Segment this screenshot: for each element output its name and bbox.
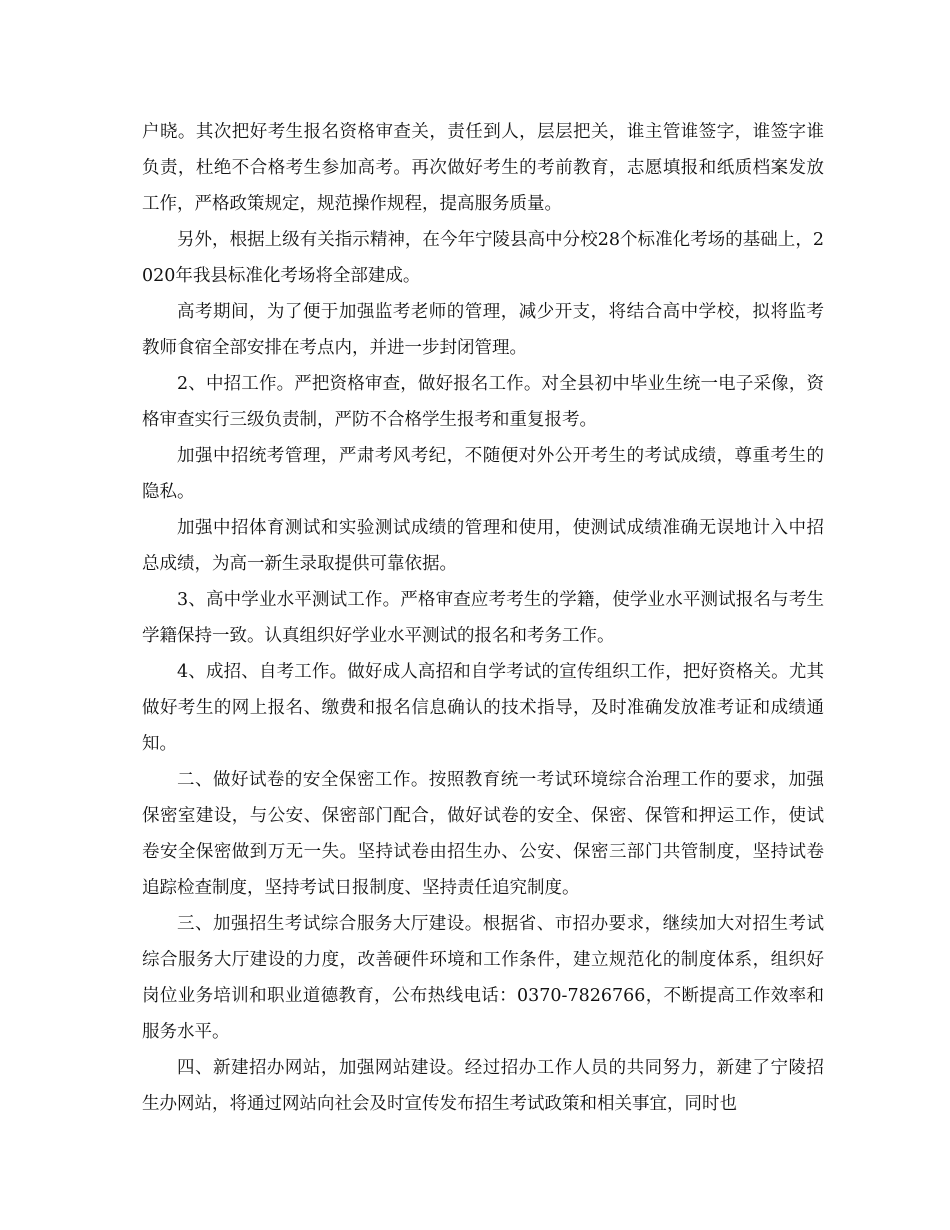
paragraph: 另外，根据上级有关指示精神，在今年宁陵县高中分校28个标准化考场的基础上，2020年我县标准化考场将全部建成。: [142, 230, 824, 286]
paragraph: 2、中招工作。严把资格审查，做好报名工作。对全县初中毕业生统一电子采像，资格审查实行三级负责制，严防不合格学生报考和重复报考。: [142, 374, 824, 430]
paragraph: 加强中招体育测试和实验测试成绩的管理和使用，使测试成绩准确无误地计入中招总成绩，为高一新生录取提供可靠依据。: [142, 518, 824, 574]
paragraph: 户晓。其次把好考生报名资格审查关，责任到人，层层把关，谁主管谁签字，谁签字谁负责，杜绝不合格考生参加高考。再次做好考生的考前教育，志愿填报和纸质档案发放工作，严格政策规定，规范操作规程，提高服务质量。: [142, 122, 824, 214]
paragraph: 三、加强招生考试综合服务大厅建设。根据省、市招办要求，继续加大对招生考试综合服务大厅建设的力度，改善硬件环境和工作条件，建立规范化的制度体系，组织好岗位业务培训和职业道德教育，公布热线电话：0370-7826766，不断提高工作效率和服务水平。: [142, 914, 824, 1042]
paragraph: 四、新建招办网站，加强网站建设。经过招办工作人员的共同努力，新建了宁陵招生办网站，将通过网站向社会及时宣传发布招生考试政策和相关事宜，同时也: [142, 1058, 824, 1114]
paragraph: 4、成招、自考工作。做好成人高招和自学考试的宣传组织工作，把好资格关。尤其做好考生的网上报名、缴费和报名信息确认的技术指导，及时准确发放准考证和成绩通知。: [142, 662, 824, 754]
paragraph: 高考期间，为了便于加强监考老师的管理，减少开支，将结合高中学校，拟将监考教师食宿全部安排在考点内，并进一步封闭管理。: [142, 302, 824, 358]
paragraph: 3、高中学业水平测试工作。严格审查应考考生的学籍，使学业水平测试报名与考生学籍保持一致。认真组织好学业水平测试的报名和考务工作。: [142, 590, 824, 646]
paragraph: 二、做好试卷的安全保密工作。按照教育统一考试环境综合治理工作的要求，加强保密室建设，与公安、保密部门配合，做好试卷的安全、保密、保管和押运工作，使试卷安全保密做到万无一失。坚持试卷由招生办、公安、保密三部门共管制度，坚持试卷追踪检查制度，坚持考试日报制度、坚持责任追究制度。: [142, 770, 824, 898]
document-body: [142, 114, 824, 1122]
paragraph: 加强中招统考管理，严肃考风考纪，不随便对外公开考生的考试成绩，尊重考生的隐私。: [142, 446, 824, 502]
